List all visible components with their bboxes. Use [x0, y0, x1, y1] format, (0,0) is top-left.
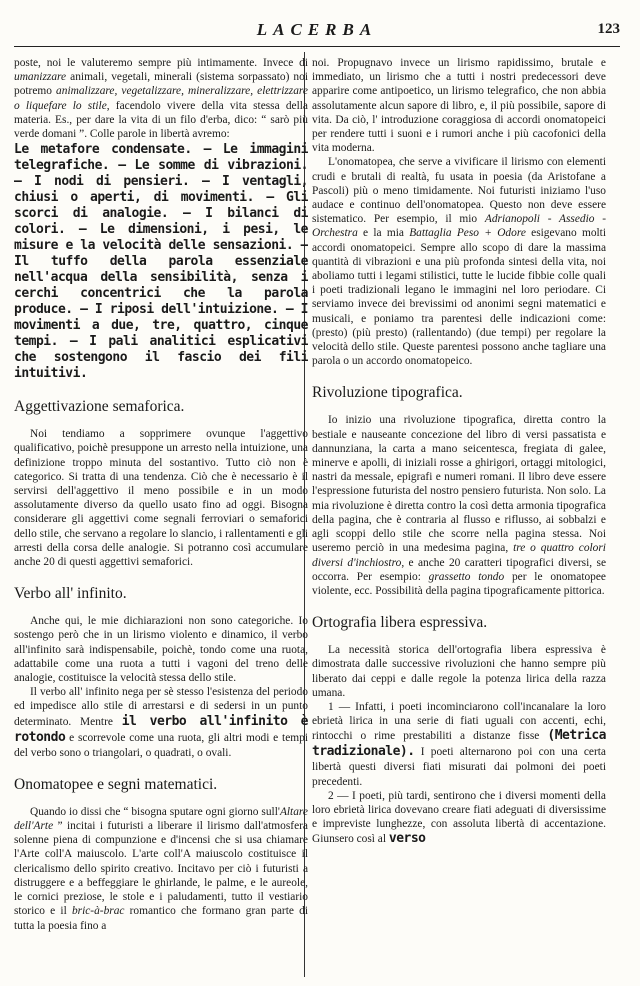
page-number: 123	[597, 21, 620, 37]
right-column	[312, 56, 606, 974]
journal-title: LACERBA	[256, 20, 378, 39]
paragraph: Il verbo all' infinito nega per sè stesso l'esistenza del periodo ed impedisce allo stile di arrestarsi e di sedersi in un punto determinato. Mentre il verbo all'infinito è rotondo e scorrevole come una ruota, gli altri modi e tempi del verbo sono o triangolari, o quadrati, o ovali.	[14, 686, 308, 759]
section-heading: Ortografia libera espressiva.	[312, 614, 488, 632]
paragraph: Io inizio una rivoluzione tipografica, diretta contro la bestiale e nauseante concezione del libro di versi passatista e dannunziana, la carta a mano seicentesca, fregiata di galee, minerve e apolli, di iniziali rosse a ghirigori, ortaggi mitologici, nastri da messale, epigrafi e numeri romani. Il libro deve essere l'espressione futurista del nostro pensiero futurista. Non solo. La mia rivoluzione è diretta contro la così detta armonia tipografica della pagina, che è contraria al flusso e riflusso, ai sobbalzi e agli scoppi dello stile che scorre nella pagina stessa. Noi useremo perciò in una medesima pagina, tre o quattro colori diversi d'inchiostro, e anche 20 caratteri tipografici diversi, se occorra. Per esempio: grassetto tondo per le onomatopee violente, ecc. Possibilità della pagina tipograficamente pittorica.	[312, 414, 606, 597]
section-heading: Rivoluzione tipografica.	[312, 384, 463, 402]
section-heading: Aggettivazione semaforica.	[14, 398, 185, 416]
paragraph: La necessità storica dell'ortografia libera espressiva è dimostrata dalle successive rivoluzioni che hanno sempre più liberato dai ceppi e dalle regole la potenza lirica della razza umana.	[312, 644, 606, 699]
paragraph: L'onomatopea, che serve a vivificare il lirismo con elementi crudi e brutali di realtà, fu usata in poesia (da Aristofane a Pascoli) più o meno timidamente. Noi futuristi iniziamo l'uso audace e continuo dell'onomatopea. Questo non deve essere sistematico. Per esempio, il mio Adrianopoli - Assedio - Orchestra e la mia Battaglia Peso + Odore esigevano molti accordi onomatopeici. Sempre allo scopo di dare la massima quantità di vibrazioni e una più profonda sintesi della vita, noi aboliamo tutti i legami stilistici, tutte le lucide fibbie colle quali i poeti tradizionali legano le immagini nel loro periodare. Ci serviamo invece dei brevissimi od anonimi segni matematici e musicali, e poniamo tra parentesi delle indicazioni come: (presto) (più presto) (rallentando) (due tempi) per regolare la velocità dello stile. Queste parentesi possono anche tagliare una parola o un accordo onomatopeico.	[312, 156, 606, 368]
section-heading: Verbo all' infinito.	[14, 585, 127, 603]
paragraph: Quando io dissi che “ bisogna sputare ogni giorno sull'Altare dell'Arte ” incitai i futuristi a liberare il lirismo dall'atmosfera solenne piena di compunzione e d'incensi che si usa chiamare l'Arte coll'A maiuscolo. L'arte coll'A maiuscolo costituisce il clericalismo dello spirito creativo. Incitavo per ciò i futuristi a distruggere e a beffeggiare le ghirlande, le palme, e le aureole, le cornici preziose, le stole e i paludamenti, tutto il vestiario storico e il bric-à-brac romantico che formano gran parte di tutta la poesia fino a	[14, 805, 308, 932]
paragraph: 1 — Infatti, i poeti incominciarono coll'incanalare la loro ebrietà lirica in una serie di fiati uguali con accenti, echi, rintocchi o rime prestabiliti a distanze fisse (Metrica tradizionale). I poeti alternarono poi con una certa libertà questi diversi fiati misurati dai polmoni dei poeti precedenti.	[312, 700, 606, 788]
paragraph: 2 — I poeti, più tardi, sentirono che i diversi momenti della loro ebrietà lirica dovevano creare fiati adeguati di diversissime e impreviste lunghezze, con assoluta libertà di accentazione. Giunsero così al verso	[312, 789, 606, 847]
bold-block: Le metafore condensate. — Le immagini telegrafiche. — Le somme di vibrazioni. — I nodi di pensieri. — I ventagli, chiusi o aperti, di movimenti. — Gli scorci di analogie. — I bilanci di colori. — Le dimensioni, i pesi, le misure e la velocità delle sensazioni. — Il tuffo della parola essenziale nell'acqua della sensibilità, senza i cerchi concentrici che la parola produce. — I riposi dell'intuizione. — I movimenti a due, tre, quattro, cinque tempi. — I pali analitici esplicativi che sostengono il fascio dei fili intuitivi.	[14, 142, 308, 382]
paragraph: Noi tendiamo a sopprimere ovunque l'aggettivo qualificativo, poichè presuppone un arresto nella intuizione, una definizione troppo minuta del sostantivo. Tutto ciò non è categorico. Si tratta di una tendenza. Ciò che è necessario è il servirsi dell'aggettivo il meno possibile e in un modo assolutamente diverso da quello usato fino ad oggi. Bisogna considerare gli aggettivi come segnali ferroviari o semaforici dello stile, che servano a regolare lo slancio, i rallentamenti e gli arresti della corsa delle analogie. Si potranno così accumulare anche 20 di questi aggettivi semaforici.	[14, 428, 308, 569]
paragraph: noi. Propugnavo invece un lirismo rapidissimo, brutale e immediato, un lirismo che a tutti i nostri predecessori deve apparire come antipoetico, un lirismo telegrafico, che non abbia assolutamente alcun sapore di libro, e, il più possibile, sapore di vita. Da ciò, l' introduzione coraggiosa di accordi onomatopeici per rendere tutti i suoni e i rumori anche i più cacofonici della vita moderna.	[312, 57, 606, 155]
masthead	[14, 18, 620, 48]
header-rule	[14, 46, 620, 47]
paragraph: Anche qui, le mie dichiarazioni non sono categoriche. Io sostengo però che in un lirismo violento e dinamico, il verbo all'infinito sarà indispensabile, poichè, tondo come una ruota, adattabile come una ruota a tutti i vagoni del treno delle analogie, costituisce la velocità stessa dello stile.	[14, 615, 308, 685]
paragraph: poste, noi le valuteremo sempre più intimamente. Invece di umanizzare animali, vegetali, minerali (sistema sorpassato) noi potremo animalizzare, vegetalizzare, mineralizzare, elettrizzare o liquefare lo stile, facendolo vivere della vita stessa della materia. Es., per dare la vita di un filo d'erba, dico: “ sarò più verde domani ”. Colle parole in libertà avremo:	[14, 57, 308, 141]
left-column	[14, 56, 308, 974]
section-heading: Onomatopee e segni matematici.	[14, 775, 218, 793]
